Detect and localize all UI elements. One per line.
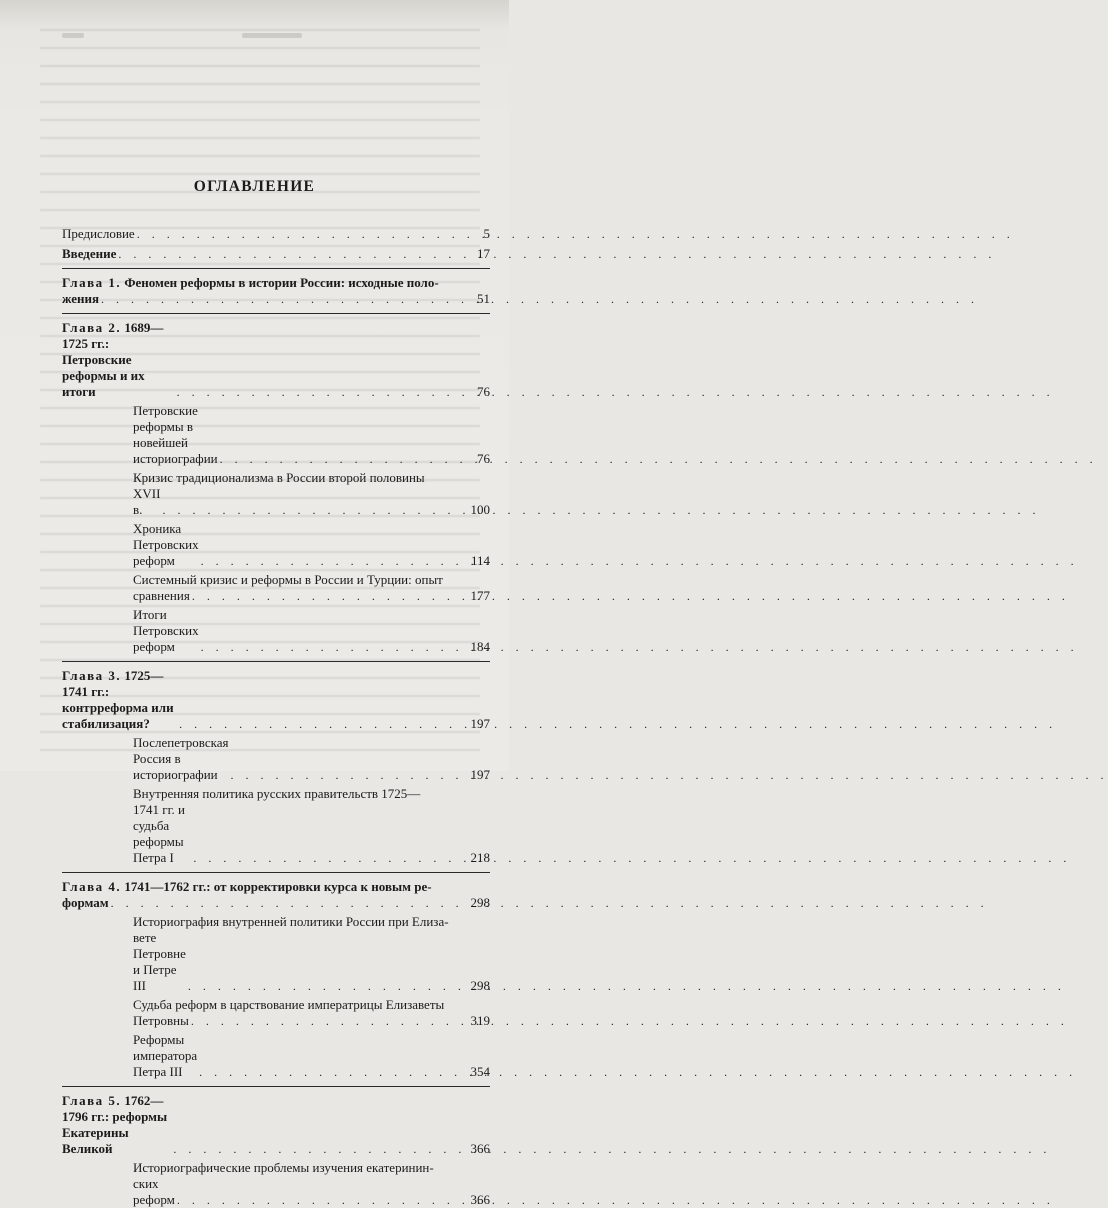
- page-title: ОГЛАВЛЕНИЕ: [193, 178, 316, 195]
- toc-line-continued: [133, 486, 490, 518]
- toc-line: [62, 320, 490, 400]
- entry-title: Кризис традиционализма в России второй половины: [133, 470, 425, 485]
- toc-text: [133, 735, 229, 783]
- toc-text: [133, 914, 449, 930]
- toc-text: [133, 607, 199, 655]
- chapter-label: Глава 2.: [62, 320, 122, 335]
- entry-title-continued: 1741 гг. и судьба реформы Петра I: [133, 802, 185, 865]
- entry-title: Системный кризис и реформы в России и Турции: опыт: [133, 572, 443, 587]
- toc-chapter: [62, 1093, 490, 1157]
- toc-subentry: [133, 572, 490, 604]
- entry-title-continued: жения: [62, 291, 100, 306]
- toc-line: [133, 607, 490, 655]
- chapter-title: 1725—1741 гг.: контрреформа или стабилизация?: [62, 668, 174, 731]
- dot-leader: [199, 639, 466, 655]
- dot-leader: [135, 226, 466, 242]
- dot-leader: [175, 384, 466, 400]
- page-number: 366: [470, 1141, 490, 1156]
- entry-title: Реформы императора Петра III: [133, 1032, 198, 1079]
- page-number: 319: [470, 1013, 490, 1028]
- book-page: [0, 0, 509, 1207]
- dot-leader: [199, 553, 466, 569]
- toc-line: [62, 1093, 490, 1157]
- dot-leader: [109, 895, 466, 911]
- toc-line: [133, 735, 490, 783]
- toc-text: [62, 320, 175, 400]
- page-number: 197: [470, 767, 490, 782]
- toc-text: [62, 275, 439, 291]
- entry-title: Итоги Петровских реформ: [133, 607, 199, 654]
- section-divider: [62, 313, 490, 314]
- toc-text: [133, 572, 443, 588]
- page-number: 114: [470, 553, 490, 568]
- section-divider: [62, 1086, 490, 1087]
- dot-leader: [177, 716, 466, 732]
- toc-line-continued: [62, 895, 490, 911]
- toc-subentry: [133, 735, 490, 783]
- entry-title-continued: вете Петровне и Петре III: [133, 930, 186, 993]
- entry-title: Историография внутренней политики России при Елиза-: [133, 914, 449, 929]
- toc-line: [133, 997, 490, 1013]
- toc-line-continued: [133, 802, 490, 866]
- page-number: 76: [477, 384, 490, 399]
- page-number: 100: [470, 502, 490, 517]
- toc-text: [62, 246, 116, 262]
- entry-title-continued: XVII в.: [133, 486, 161, 517]
- toc-text: [133, 786, 420, 802]
- entry-title: Хроника Петровских реформ: [133, 521, 199, 568]
- dot-leader: [171, 1141, 466, 1157]
- toc-line: [62, 246, 490, 262]
- toc-subentry: [133, 403, 490, 467]
- page-number: 184: [470, 639, 490, 654]
- toc-line: [133, 572, 490, 588]
- page-number: 197: [470, 716, 490, 731]
- toc-chapter: [62, 320, 490, 400]
- dot-leader: [99, 291, 466, 307]
- toc-subentry: [133, 786, 490, 866]
- entry-title-continued: формам: [62, 895, 109, 910]
- dot-leader: [175, 1192, 466, 1208]
- toc-line-continued: [133, 930, 490, 994]
- toc-subentry: [133, 997, 490, 1029]
- dot-leader: [189, 1013, 466, 1029]
- entry-title: Петровские реформы в новейшей историографии: [133, 403, 218, 466]
- chapter-title: 1762—1796 гг.: реформы Екатерины Великой: [62, 1093, 168, 1156]
- section-divider: [62, 661, 490, 662]
- page-number: 218: [470, 850, 490, 865]
- toc-text: [62, 668, 177, 732]
- toc-chapter: [62, 275, 490, 307]
- entry-title: Внутренняя политика русских правительств 1725—: [133, 786, 421, 801]
- page-number: 51: [477, 291, 490, 306]
- chapter-title: Феномен реформы в истории России: исходные поло-: [124, 275, 439, 290]
- chapter-title: 1689—1725 гг.: Петровские реформы и их итоги: [62, 320, 164, 399]
- toc-text: [62, 226, 135, 242]
- dot-leader: [197, 1064, 466, 1080]
- toc-line: [133, 470, 490, 486]
- dot-leader: [186, 978, 466, 994]
- toc-line: [133, 1032, 490, 1080]
- dot-leader: [229, 767, 466, 783]
- section-divider: [62, 872, 490, 873]
- toc-line-continued: [133, 1176, 490, 1208]
- chapter-label: Глава 4.: [62, 879, 122, 894]
- chapter-label: Глава 5.: [62, 1093, 122, 1108]
- toc-line: [62, 879, 490, 895]
- toc-line: [133, 786, 490, 802]
- toc-line-continued: [133, 1013, 490, 1029]
- entry-title: Послепетровская Россия в историографии: [133, 735, 229, 782]
- toc-subentry: [133, 914, 490, 994]
- page-number: 17: [477, 246, 490, 261]
- toc-line: [133, 1160, 490, 1176]
- toc-line: [133, 403, 490, 467]
- toc-subentry: [133, 521, 490, 569]
- entry-title-continued: Петровны: [133, 1013, 189, 1028]
- page-number: 177: [470, 588, 490, 603]
- toc-text: [62, 879, 432, 895]
- toc-text: [133, 470, 425, 486]
- page-number: 298: [470, 895, 490, 910]
- toc-line: [62, 668, 490, 732]
- faint-running-head: [62, 30, 469, 40]
- dot-leader: [116, 246, 466, 262]
- toc-text: [133, 403, 218, 467]
- page-number: 76: [477, 451, 490, 466]
- entry-title: Введение: [62, 246, 117, 261]
- toc-text: [62, 1093, 171, 1157]
- page-number: 354: [470, 1064, 490, 1079]
- entry-title: Предисловие: [62, 226, 135, 241]
- toc-entry: [62, 226, 490, 242]
- chapter-label: Глава 3.: [62, 668, 122, 683]
- chapter-label: Глава 1.: [62, 275, 122, 290]
- toc-subentry: [133, 607, 490, 655]
- toc-line: [133, 914, 490, 930]
- toc-line: [62, 226, 490, 242]
- toc-chapter: [62, 879, 490, 911]
- entry-title: Историографические проблемы изучения екатеринин-: [133, 1160, 434, 1175]
- toc-subentry: [133, 1032, 490, 1080]
- page-number: 5: [483, 226, 490, 241]
- toc-line: [133, 521, 490, 569]
- toc-line-continued: [133, 588, 490, 604]
- chapter-title: 1741—1762 гг.: от корректировки курса к новым ре-: [124, 879, 432, 894]
- toc-text: [133, 521, 199, 569]
- page-number: 298: [470, 978, 490, 993]
- dot-leader: [191, 850, 466, 866]
- toc-text: [133, 1032, 197, 1080]
- toc-entry: [62, 246, 490, 262]
- dot-leader: [218, 451, 466, 467]
- dot-leader: [190, 588, 466, 604]
- table-of-contents: [62, 226, 490, 1208]
- page-number: 366: [470, 1192, 490, 1207]
- entry-title: Судьба реформ в царствование императрицы Елизаветы: [133, 997, 445, 1012]
- section-divider: [62, 268, 490, 269]
- entry-title-continued: ских реформ: [133, 1176, 175, 1207]
- dot-leader: [160, 502, 466, 518]
- toc-subentry: [133, 1160, 490, 1208]
- toc-text: [133, 1160, 434, 1176]
- toc-subentry: [133, 470, 490, 518]
- toc-line-continued: [62, 291, 490, 307]
- toc-line: [62, 275, 490, 291]
- toc-text: [133, 997, 444, 1013]
- toc-chapter: [62, 668, 490, 732]
- entry-title-continued: сравнения: [133, 588, 190, 603]
